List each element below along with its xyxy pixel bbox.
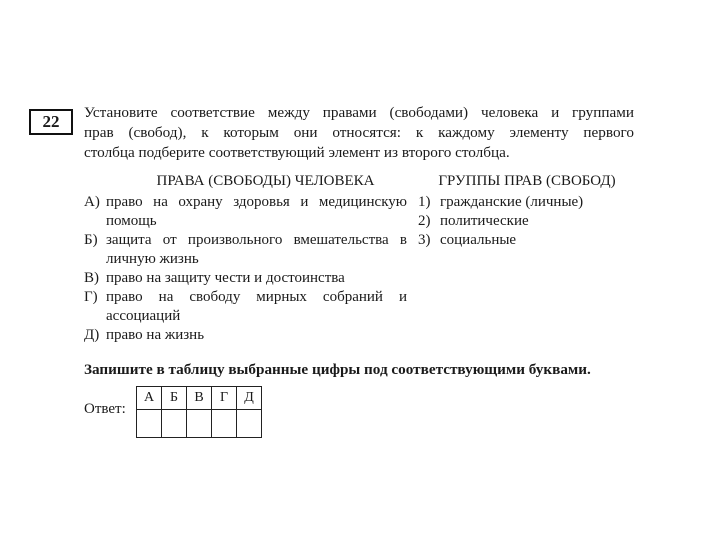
task-intro <box>84 103 634 163</box>
group-item <box>418 231 636 250</box>
group-item <box>418 193 636 212</box>
answer-input-row <box>137 410 262 438</box>
item-number: 2) <box>418 213 431 229</box>
intro-line: прав (свобод), к которым они относятся: к каждому элементу первого <box>84 124 634 141</box>
item-letter: Б) <box>84 232 98 248</box>
matching-columns <box>84 163 634 341</box>
answer-letter-cell: Д <box>237 387 262 410</box>
item-text: гражданские (личные) <box>440 194 584 210</box>
answer-letters-row <box>137 387 262 410</box>
answer-letter-cell: Б <box>162 387 187 410</box>
rights-item <box>84 326 407 345</box>
rights-item <box>84 269 407 288</box>
task-content <box>84 103 634 417</box>
item-text: социальные <box>440 232 517 248</box>
answer-input-cell[interactable] <box>212 410 237 438</box>
rights-item <box>84 231 407 269</box>
groups-column-header: ГРУППЫ ПРАВ (СВОБОД) <box>438 173 616 189</box>
task-number-box <box>29 109 73 135</box>
item-letter: Г) <box>84 289 98 305</box>
rights-item <box>84 288 407 326</box>
task-number: 22 <box>42 112 60 131</box>
instruction-text: Запишите в таблицу выбранные цифры под соответствующими буквами. <box>84 361 591 378</box>
item-text: право на жизнь <box>106 327 205 343</box>
item-text: право на охрану здоровья и медицинскую помощь <box>106 194 407 229</box>
rights-item <box>84 193 407 231</box>
answer-table <box>136 386 262 438</box>
item-text: право на свободу мирных собраний и ассоциаций <box>106 289 407 324</box>
answer-input-cell[interactable] <box>187 410 212 438</box>
item-letter: А) <box>84 194 100 210</box>
intro-line: Установите соответствие между правами (свободами) человека и группами <box>84 104 634 121</box>
answer-input-cell[interactable] <box>237 410 262 438</box>
item-text: политические <box>440 213 529 229</box>
group-item <box>418 212 636 231</box>
item-letter: В) <box>84 270 99 286</box>
answer-label: Ответ: <box>84 401 126 417</box>
groups-column <box>418 171 636 250</box>
item-letter: Д) <box>84 327 100 343</box>
answer-input-cell[interactable] <box>137 410 162 438</box>
intro-line: столбца подберите соответствующий элемент из второго столбца. <box>84 144 510 161</box>
item-text: защита от произвольного вмешательства в личную жизнь <box>106 232 407 267</box>
answer-letter-cell: Г <box>212 387 237 410</box>
item-number: 1) <box>418 194 431 210</box>
rights-column-header: ПРАВА (СВОБОДЫ) ЧЕЛОВЕКА <box>156 173 375 189</box>
item-number: 3) <box>418 232 431 248</box>
rights-column <box>84 171 407 345</box>
answer-letter-cell: А <box>137 387 162 410</box>
answer-input-cell[interactable] <box>162 410 187 438</box>
item-text: право на защиту чести и достоинства <box>106 270 345 286</box>
answer-letter-cell: В <box>187 387 212 410</box>
